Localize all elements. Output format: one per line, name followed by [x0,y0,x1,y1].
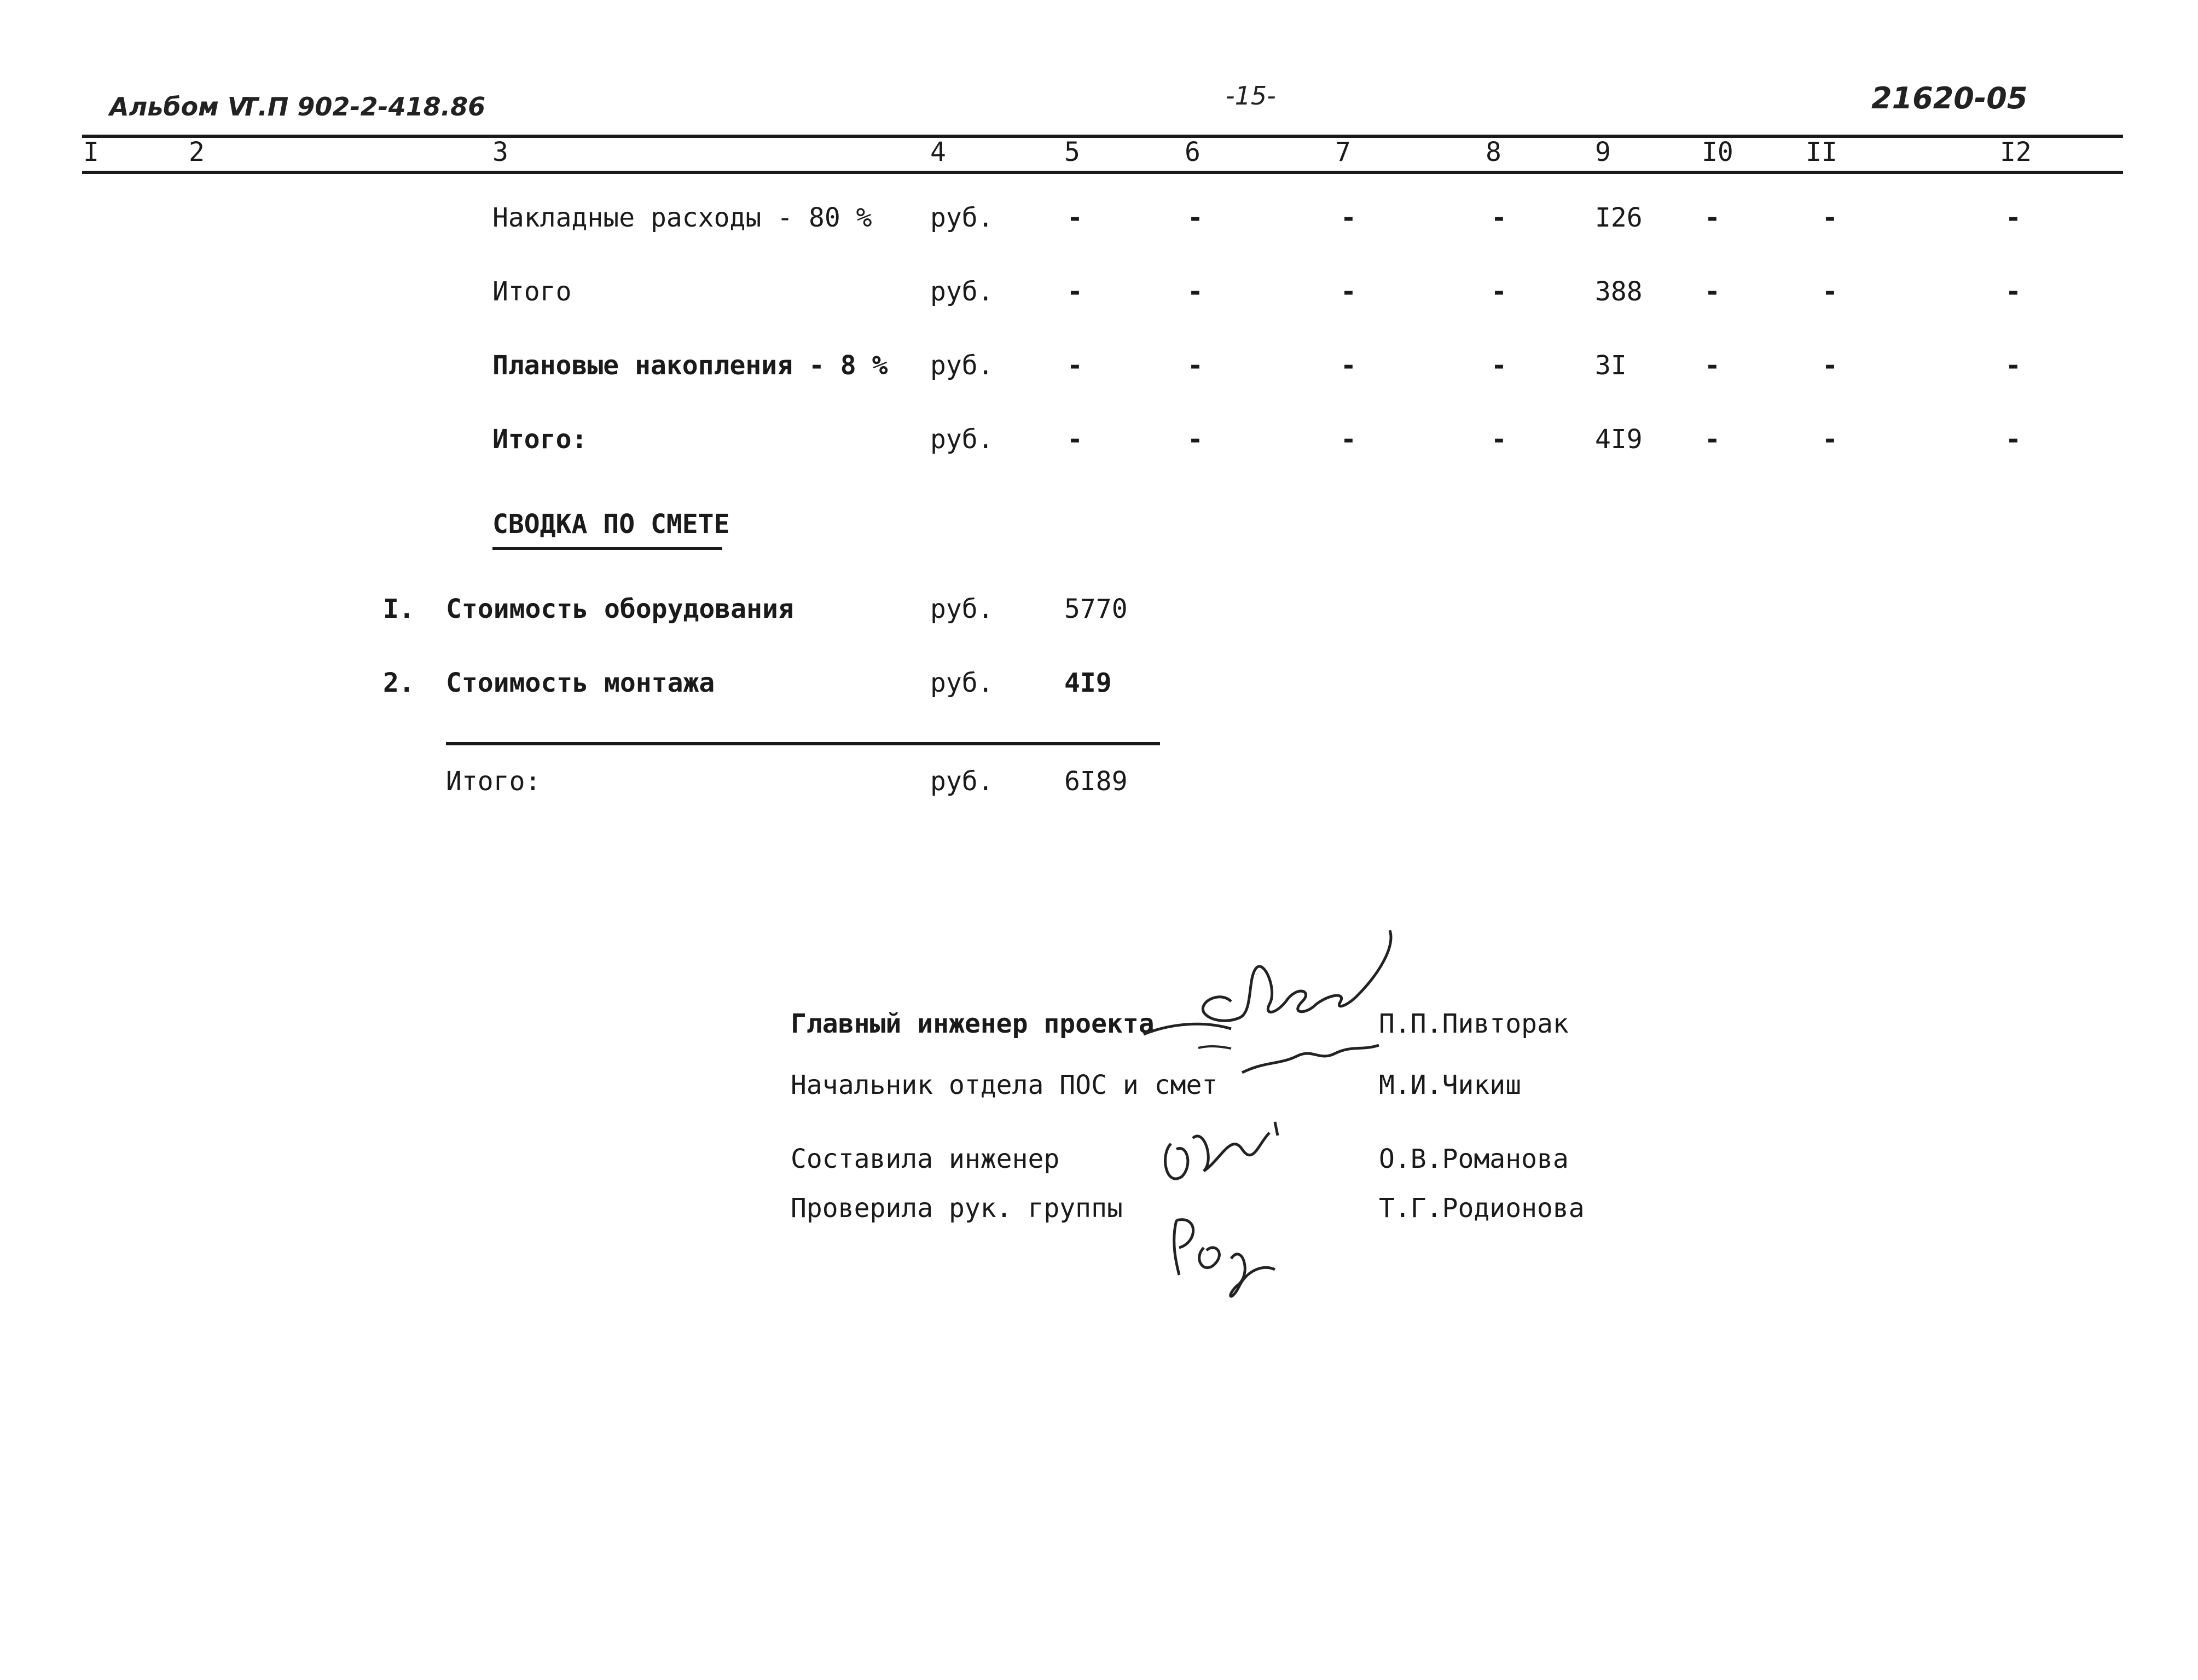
cell-value: 388 [1595,276,1643,307]
signature-name: П.П.Пивторак [1379,1009,1569,1039]
cell-value: - [1491,350,1507,381]
cell-value: - [1491,424,1507,455]
column-number: 4 [930,137,946,167]
summary-item-unit: руб. [930,668,994,698]
summary-item-number: 2. [383,668,415,698]
row-label: Плановые накопления - 8 % [492,350,888,381]
album-label: Альбом V [109,92,247,121]
page-number: -15- [1226,81,1276,111]
cell-value: - [1822,424,1838,455]
row-unit: руб. [930,350,994,381]
cell-value: - [1067,202,1083,233]
column-number: I2 [2000,137,2032,167]
project-code: Т.П 902-2-418.86 [241,92,486,121]
summary-item-number: I. [383,594,415,624]
signature-role: Главный инженер проекта [791,1009,1155,1039]
summary-total-rule [446,742,1160,745]
cell-value: - [1341,350,1356,381]
row-unit: руб. [930,424,994,455]
row-label: Итого [492,276,572,307]
cell-value: - [1822,350,1838,381]
signature-role: Начальник отдела ПОС и смет [791,1070,1218,1100]
cell-value: 4I9 [1595,424,1643,455]
cell-value: - [1822,202,1838,233]
row-label: Итого: [492,424,588,455]
cell-value: - [1704,276,1720,307]
cell-value: - [1822,276,1838,307]
signature-role: Проверила рук. группы [791,1193,1123,1224]
cell-value: - [1491,202,1507,233]
row-unit: руб. [930,276,994,307]
column-number: 5 [1064,137,1080,167]
summary-item-label: Стоимость оборудования [446,594,794,624]
column-number: 7 [1335,137,1351,167]
cell-value: - [1067,276,1083,307]
cell-value: - [1341,424,1356,455]
summary-item-value: 4I9 [1064,668,1112,698]
cell-value: - [1067,424,1083,455]
column-number: I0 [1702,137,1733,167]
cell-value: - [2005,350,2021,381]
row-unit: руб. [930,202,994,233]
cell-value: - [1341,276,1356,307]
column-number: 6 [1185,137,1201,167]
column-number: 3 [492,137,508,167]
cell-value: - [1067,350,1083,381]
row-label: Накладные расходы - 80 % [492,202,872,233]
summary-total-unit: руб. [930,766,994,797]
cell-value: 3I [1595,350,1627,381]
signature-name: О.В.Романова [1379,1144,1569,1174]
summary-item-unit: руб. [930,594,994,624]
column-number: II [1806,137,1837,167]
cell-value: - [1187,350,1203,381]
cell-value: - [1704,424,1720,455]
column-number: 8 [1486,137,1501,167]
summary-title: СВОДКА ПО СМЕТЕ [492,509,730,540]
summary-title-underline [492,547,722,550]
signature-name: М.И.Чикиш [1379,1070,1522,1100]
summary-item-label: Стоимость монтажа [446,668,715,698]
signature-scribble [1155,1111,1308,1308]
cell-value: - [1187,202,1203,233]
summary-item-value: 5770 [1064,594,1128,624]
cell-value: - [1704,202,1720,233]
cell-value: - [2005,276,2021,307]
cell-value: - [1187,276,1203,307]
column-number: 9 [1595,137,1611,167]
signature-name: Т.Г.Родионова [1379,1193,1585,1224]
column-number: 2 [189,137,205,167]
document-code: 21620-05 [1871,81,2028,115]
cell-value: I26 [1595,202,1643,233]
signature-role: Составила инженер [791,1144,1060,1174]
cell-value: - [2005,202,2021,233]
cell-value: - [1704,350,1720,381]
cell-value: - [1187,424,1203,455]
column-number: I [83,137,99,167]
cell-value: - [1341,202,1356,233]
cell-value: - [2005,424,2021,455]
table-header-rule [82,171,2123,174]
cell-value: - [1491,276,1507,307]
signature-scribble [1138,925,1412,1105]
summary-total-label: Итого: [446,766,541,797]
summary-total-value: 6I89 [1064,766,1128,797]
